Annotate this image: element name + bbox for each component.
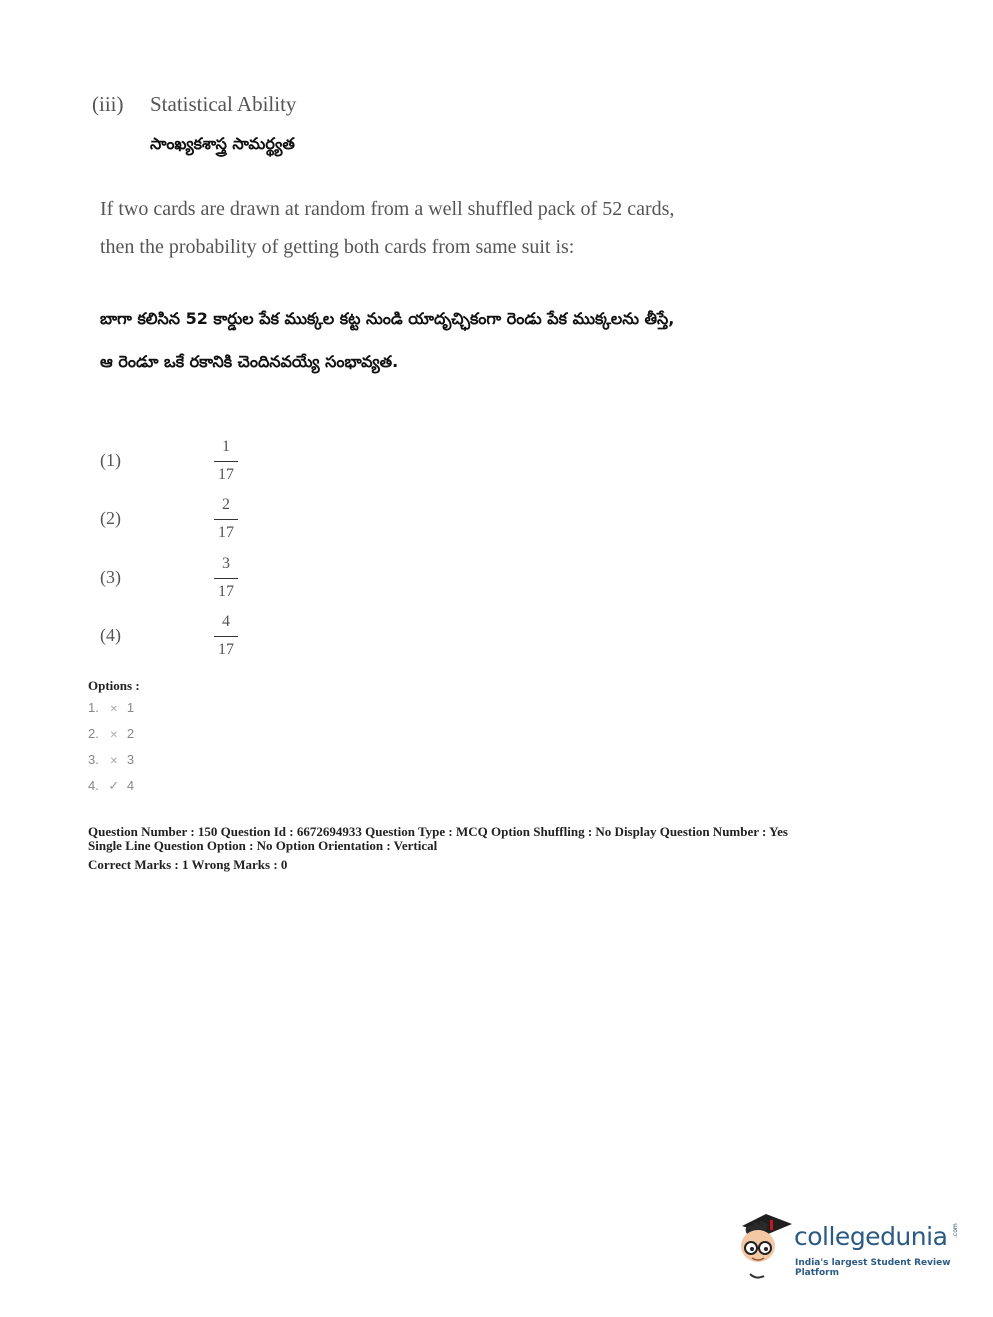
option-index: 4. bbox=[88, 778, 99, 793]
options-heading: Options : bbox=[88, 678, 140, 693]
cross-icon: ✕ bbox=[109, 730, 119, 741]
option-index: 2. bbox=[88, 726, 99, 741]
choice-label-1: (1) bbox=[100, 450, 121, 470]
question-telugu-line-2: ఆ రెండూ ఒకే రకానికి చెందినవయ్యే సంభావ్యత. bbox=[100, 352, 399, 371]
option-value: 2 bbox=[126, 726, 135, 741]
fraction-denominator: 17 bbox=[218, 641, 234, 658]
question-text-line-2: then the probability of getting both cards from same suit is: bbox=[100, 236, 575, 258]
logo-wordmark: collegedunia bbox=[794, 1222, 948, 1251]
question-meta-line-1: Question Number : 150 Question Id : 6672694933 Question Type : MCQ Option Shuffling : No Display Question Number : Yes bbox=[88, 824, 788, 839]
choice-label-3: (3) bbox=[100, 567, 121, 587]
choice-fraction-4 bbox=[212, 613, 240, 659]
fraction-numerator: 4 bbox=[222, 613, 230, 630]
choice-fraction-2 bbox=[212, 496, 240, 542]
option-index: 1. bbox=[88, 700, 99, 715]
question-meta-line-2: Single Line Question Option : No Option Orientation : Vertical bbox=[88, 838, 438, 853]
logo-suffix: .com bbox=[952, 1223, 959, 1238]
option-index: 3. bbox=[88, 752, 99, 767]
option-row-2 bbox=[88, 726, 134, 741]
section-number: (iii) bbox=[92, 92, 124, 116]
logo-tagline: India's largest Student Review Platform bbox=[795, 1258, 951, 1278]
fraction-bar bbox=[214, 461, 238, 462]
fraction-denominator: 17 bbox=[218, 466, 234, 483]
option-row-1 bbox=[88, 700, 134, 715]
option-row-4 bbox=[88, 778, 134, 794]
fraction-bar bbox=[214, 578, 238, 579]
fraction-denominator: 17 bbox=[218, 583, 234, 600]
section-title: Statistical Ability bbox=[150, 92, 297, 116]
fraction-numerator: 1 bbox=[222, 438, 230, 455]
question-meta-line-3: Correct Marks : 1 Wrong Marks : 0 bbox=[88, 857, 288, 872]
fraction-numerator: 3 bbox=[222, 555, 230, 572]
option-row-3 bbox=[88, 752, 134, 767]
question-telugu-line-1: బాగా కలిసిన 52 కార్డుల పేక ముక్కల కట్ట నుండి యాదృచ్ఛికంగా రెండు పేక ముక్కలను తీస్తే, bbox=[100, 309, 675, 328]
fraction-denominator: 17 bbox=[218, 524, 234, 541]
mascot-icon bbox=[736, 1212, 796, 1280]
option-value: 4 bbox=[126, 778, 135, 793]
choice-label-2: (2) bbox=[100, 508, 121, 528]
option-value: 1 bbox=[126, 700, 135, 715]
fraction-bar bbox=[214, 636, 238, 637]
section-title-telugu: సాంఖ్యకశాస్త్ర సామర్థ్యత bbox=[150, 134, 295, 153]
cross-icon: ✕ bbox=[109, 704, 119, 715]
fraction-bar bbox=[214, 519, 238, 520]
question-text-line-1: If two cards are drawn at random from a well shuffled pack of 52 cards, bbox=[100, 198, 675, 220]
cross-icon: ✕ bbox=[109, 756, 119, 767]
check-icon: ✓ bbox=[108, 778, 120, 793]
choice-label-4: (4) bbox=[100, 625, 121, 645]
collegedunia-logo bbox=[736, 1212, 961, 1280]
fraction-numerator: 2 bbox=[222, 496, 230, 513]
choice-fraction-3 bbox=[212, 555, 240, 601]
choice-fraction-1 bbox=[212, 438, 240, 484]
option-value: 3 bbox=[126, 752, 135, 767]
